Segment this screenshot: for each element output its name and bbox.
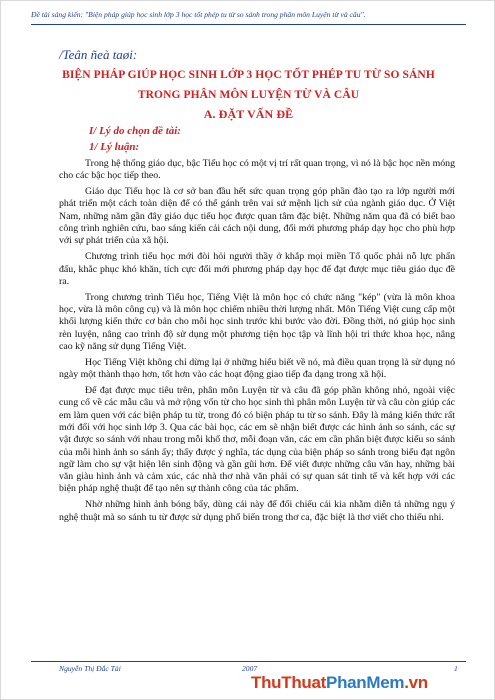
paragraph: Nhờ những hình ảnh bóng bẩy, dùng cái này để đối chiếu cái kia nhằm diễn tả những ngụ ý nghệ thuật mà so sánh tu từ được sử dụng phổ biến trong thơ ca, đặc biệt là thơ viết cho thiếu nhi. (59, 499, 455, 523)
paragraph: Chương trình tiểu học mới đòi hỏi người thầy ở khắp mọi miền Tổ quốc phải nỗ lực phấn đấu, khắc phục khó khăn, tích cực đổi mới phương pháp dạy học để đạt được mục tiêu giáo dục đề ra. (59, 251, 455, 287)
header-rule (31, 24, 466, 25)
watermark-part-3: .vn (404, 673, 428, 692)
footer-author: Nguyễn Thị Đắc Tài (59, 664, 121, 673)
paragraph: Trong chương trình Tiểu học, Tiếng Việt là môn học có chức năng "kép" (vừa là môn khoa học, vừa là môn công cụ) và là môn học chiếm nhiều thời lượng nhất. Môn Tiếng Việt cung cấp một khối lượng kiến thức cơ bản cho mỗi học sinh trước khi bước vào đời. Đồng thời, nó giúp học sinh rèn luyện, nâng cao trình độ sử dụng một phương tiện học tập và lĩnh hội tri thức khoa học, nâng cao kỹ năng sử dụng Tiếng Việt. (59, 291, 455, 352)
title-line-2: TRONG PHÂN MÔN LUYỆN TỪ VÀ CÂU (137, 89, 360, 101)
running-header: Đề tài sáng kiến: "Biện pháp giúp học sinh lớp 3 học tốt phép tu từ so sánh trong phân môn Luyện từ và câu". (31, 10, 366, 19)
watermark-logo (251, 673, 428, 693)
section-heading-2: 1/ Lý luận: (89, 141, 140, 153)
paragraph: Giáo dục Tiểu học là cơ sở ban đầu hết sức quan trọng góp phần đào tạo ra lớp người mới phát triển một cách toàn diện để có thể gánh trên vai sứ mệnh lịch sử của ngành giáo dục. Ở Việt Nam, những năm gần đây giáo dục tiểu học được quan tâm đặc biệt. Những năm qua đã có biết bao công trình nghiên cứu, bao sáng kiến cải cách nội dung, đổi mới phương pháp dạy học cho phù hợp với sự phát triển của xã hội. (59, 186, 455, 247)
part-heading: A. ĐẶT VẤN ĐỀ (203, 107, 294, 121)
watermark-part-2: PhanMem (326, 673, 405, 692)
section-label: /Teân ñeà taøi: (59, 47, 138, 62)
section-heading-1: I/ Lý do chọn đề tài: (89, 125, 181, 137)
paragraph: Để đạt được mục tiêu trên, phân môn Luyện từ và câu đã góp phần không nhỏ, ngoài việc cung cố về các mẫu câu và mở rộng vốn từ cho học sinh thì phân môn Luyện từ và câu còn giúp các em làm quen với các biện pháp tu từ, trong đó có biện pháp tu từ so sánh. Đây là mảng kiến thức rất mới đối với học sinh lớp 3. Qua các bài học, các em sẽ nhận biết được các hình ảnh so sánh, các sự vật được so sánh với nhau trong mỗi khổ thơ, mỗi đoạn văn, các em cần phân biệt được kiểu so sánh của mỗi hình ảnh so sánh ấy; thấy được ý nghĩa, tác dụng của biện pháp so sánh trong biểu đạt ngôn ngữ làm cho sự vật hiện lên sinh động và gần gũi hơn. Để viết được những câu văn hay, những bài văn giàu hình ảnh và cảm xúc, các nhà thơ nhà văn phải có sự quan sát tinh tế và kết hợp với các biện pháp nghệ thuật để tạo nên sự thành công của tác phẩm. (59, 385, 455, 495)
paragraph: Trong hệ thống giáo dục, bậc Tiểu học có một vị trí rất quan trọng, vì nó là bậc học nền móng cho các bậc học tiếp theo. (59, 158, 455, 182)
footer-rule (31, 661, 466, 662)
page-number: 1 (454, 664, 458, 673)
footer-year: 2007 (242, 664, 258, 673)
body-text (59, 158, 455, 527)
watermark-part-1: ThuThuat (251, 673, 327, 692)
paragraph: Học Tiếng Việt không chỉ dừng lại ở những hiểu biết về nó, mà điều quan trọng là sử dụng nó ngày một thành thạo hơn, tốt hơn vào các hoạt động giao tiếp đa dạng trong xã hội. (59, 356, 455, 381)
title-line-1: BIỆN PHÁP GIÚP HỌC SINH LỚP 3 HỌC TỐT PHÉP TU TỪ SO SÁNH (62, 69, 435, 81)
